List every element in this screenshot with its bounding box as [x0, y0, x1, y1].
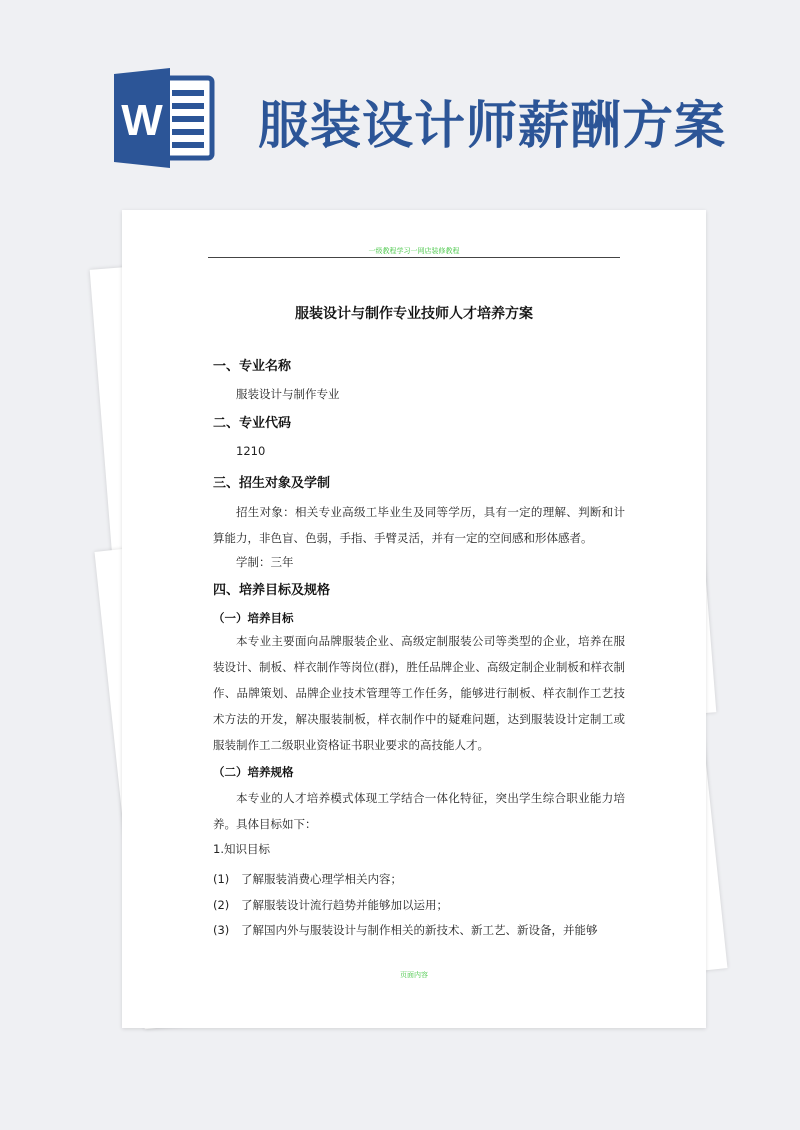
- enrollment-paragraph: 招生对象：相关专业高级工毕业生及同等学历，具有一定的理解、判断和计算能力，非色盲、色弱，手指、手臂灵活，并有一定的空间感和形体感者。: [213, 505, 625, 545]
- subsection-heading-goal: （一）培养目标: [213, 611, 294, 625]
- subsection-heading-spec: （二）培养规格: [213, 765, 294, 779]
- section-heading-4: 四、培养目标及规格: [213, 583, 331, 598]
- list-item-text: 了解服装设计流行趋势并能够加以运用；: [241, 898, 448, 912]
- document-page: [122, 210, 706, 1028]
- header-divider: [208, 257, 620, 258]
- list-item-number: (1): [213, 872, 230, 886]
- list-item-number: (3): [213, 923, 230, 937]
- list-item-text: 了解国内外与服装设计与制作相关的新技术、新工艺、新设备，并能够: [241, 923, 598, 937]
- section-heading-2: 二、专业代码: [213, 416, 292, 431]
- major-code: 1210: [236, 444, 266, 458]
- word-logo-letter: W: [121, 96, 163, 145]
- list-item-number: (2): [213, 898, 230, 912]
- list-item: [213, 897, 448, 913]
- banner-header: [0, 0, 800, 210]
- study-length: 学制：三年: [236, 555, 294, 569]
- knowledge-goal-heading: 1.知识目标: [213, 842, 270, 856]
- app-title: 服装设计师薪酬方案: [258, 97, 727, 156]
- list-item-text: 了解服装消费心理学相关内容；: [241, 872, 402, 886]
- document-title: 服装设计与制作专业技师人才培养方案: [295, 306, 533, 322]
- training-goal-paragraph: 本专业主要面向品牌服装企业、高级定制服装公司等类型的企业，培养在服装设计、制板、样衣制作等岗位(群)，胜任品牌企业、高级定制企业制板和样衣制作、品牌策划、品牌企业技术管理等工作任务，能够进行制板、样衣制作工艺技术方法的开发，解决服装制板，样衣制作中的疑难问题，达到服装设计定制工或服装制作工二级职业资格证书职业要求的高技能人才。: [213, 634, 625, 752]
- page-header-note: 一级教程学习一网店装修教程: [368, 247, 460, 255]
- list-item: [213, 871, 402, 887]
- section-heading-1: 一、专业名称: [213, 359, 292, 374]
- list-item: [213, 922, 598, 938]
- word-logo-icon: [112, 68, 216, 168]
- major-name: 服装设计与制作专业: [236, 387, 340, 401]
- training-spec-paragraph: 本专业的人才培养模式体现工学结合一体化特征，突出学生综合职业能力培养。具体目标如下：: [213, 791, 625, 831]
- section-heading-3: 三、招生对象及学制: [213, 476, 331, 491]
- page-footer-note: 页面内容: [400, 971, 428, 979]
